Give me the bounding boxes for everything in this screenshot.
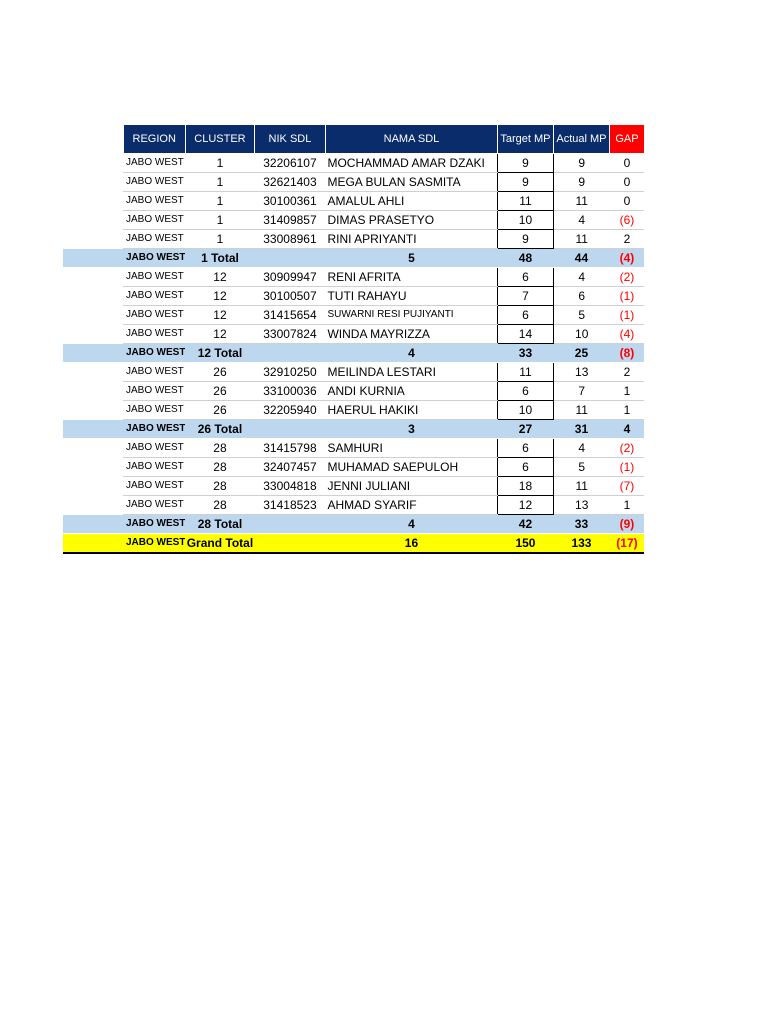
header-actual[interactable]: Actual MP bbox=[553, 125, 609, 154]
cell-target[interactable]: 10 bbox=[497, 211, 553, 230]
table-body bbox=[63, 154, 644, 554]
cell-target[interactable]: 150 bbox=[497, 534, 553, 554]
header-nama[interactable]: NAMA SDL bbox=[325, 125, 497, 154]
cell-region[interactable]: JABO WEST bbox=[123, 401, 185, 420]
cell-cluster[interactable]: 1 bbox=[185, 230, 254, 249]
cell-region[interactable]: JABO WEST bbox=[123, 230, 185, 249]
cell-region[interactable]: JABO WEST bbox=[123, 249, 185, 268]
cell-nik[interactable]: 32206107 bbox=[254, 154, 325, 173]
cell-gap[interactable]: (17) bbox=[609, 534, 644, 554]
cell-nik[interactable]: 32621403 bbox=[254, 173, 325, 192]
cell-nama[interactable]: TUTI RAHAYU bbox=[325, 287, 497, 306]
cell-region[interactable]: JABO WEST bbox=[123, 382, 185, 401]
cell-nik[interactable]: 30909947 bbox=[254, 268, 325, 287]
table-row bbox=[63, 268, 644, 287]
row-stub bbox=[63, 154, 123, 173]
cell-nik[interactable] bbox=[254, 344, 325, 363]
cell-nama[interactable]: MOCHAMMAD AMAR DZAKI bbox=[325, 154, 497, 173]
cell-region[interactable]: JABO WEST bbox=[123, 325, 185, 344]
cell-nik[interactable]: 32407457 bbox=[254, 458, 325, 477]
cell-cluster[interactable]: 26 bbox=[185, 382, 254, 401]
cell-gap[interactable]: (7) bbox=[609, 477, 644, 496]
cell-target[interactable]: 9 bbox=[497, 154, 553, 173]
cell-target[interactable]: 6 bbox=[497, 306, 553, 325]
row-stub bbox=[63, 420, 123, 439]
cell-target[interactable]: 9 bbox=[497, 230, 553, 249]
header-region[interactable]: REGION bbox=[123, 125, 185, 154]
row-stub bbox=[63, 268, 123, 287]
cell-region[interactable]: JABO WEST bbox=[123, 534, 185, 554]
cell-nama[interactable]: DIMAS PRASETYO bbox=[325, 211, 497, 230]
spreadsheet bbox=[63, 124, 645, 554]
cell-gap[interactable]: (1) bbox=[609, 287, 644, 306]
cell-cluster[interactable]: 26 bbox=[185, 401, 254, 420]
cell-cluster[interactable]: 26 Total bbox=[185, 420, 254, 439]
cell-cluster[interactable]: 1 bbox=[185, 211, 254, 230]
cell-region[interactable]: JABO WEST bbox=[123, 420, 185, 439]
cell-nik[interactable]: 31415798 bbox=[254, 439, 325, 458]
cell-actual[interactable]: 11 bbox=[553, 477, 609, 496]
table-row bbox=[63, 439, 644, 458]
cell-target[interactable]: 18 bbox=[497, 477, 553, 496]
cell-nama[interactable]: HAERUL HAKIKI bbox=[325, 401, 497, 420]
cell-actual[interactable]: 4 bbox=[553, 211, 609, 230]
cell-cluster[interactable]: 12 bbox=[185, 325, 254, 344]
cell-nik[interactable]: 32910250 bbox=[254, 363, 325, 382]
cell-cluster[interactable]: 28 bbox=[185, 477, 254, 496]
cell-nama[interactable]: JENNI JULIANI bbox=[325, 477, 497, 496]
table-row bbox=[63, 496, 644, 515]
cell-gap[interactable]: 1 bbox=[609, 401, 644, 420]
cell-nik[interactable]: 31418523 bbox=[254, 496, 325, 515]
cell-count[interactable]: 4 bbox=[325, 515, 497, 534]
table-row bbox=[63, 306, 644, 325]
header-target[interactable]: Target MP bbox=[497, 125, 553, 154]
cell-target[interactable]: 9 bbox=[497, 173, 553, 192]
cell-cluster[interactable]: 12 bbox=[185, 268, 254, 287]
subtotal-row bbox=[63, 249, 644, 268]
cell-actual[interactable]: 7 bbox=[553, 382, 609, 401]
cell-count[interactable]: 3 bbox=[325, 420, 497, 439]
cell-nama[interactable]: MUHAMAD SAEPULOH bbox=[325, 458, 497, 477]
cell-region[interactable]: JABO WEST bbox=[123, 192, 185, 211]
cell-gap[interactable]: (2) bbox=[609, 439, 644, 458]
table-row bbox=[63, 192, 644, 211]
cell-region[interactable]: JABO WEST bbox=[123, 496, 185, 515]
cell-cluster[interactable]: 12 bbox=[185, 287, 254, 306]
cell-target[interactable]: 6 bbox=[497, 268, 553, 287]
cell-nama[interactable]: RINI APRIYANTI bbox=[325, 230, 497, 249]
cell-target[interactable]: 27 bbox=[497, 420, 553, 439]
row-stub bbox=[63, 382, 123, 401]
cell-region[interactable]: JABO WEST bbox=[123, 344, 185, 363]
cell-nik[interactable]: 30100361 bbox=[254, 192, 325, 211]
cell-gap[interactable]: 0 bbox=[609, 173, 644, 192]
header-nik[interactable]: NIK SDL bbox=[254, 125, 325, 154]
cell-target[interactable]: 6 bbox=[497, 439, 553, 458]
cell-target[interactable]: 33 bbox=[497, 344, 553, 363]
cell-count[interactable]: 5 bbox=[325, 249, 497, 268]
cell-gap[interactable]: 2 bbox=[609, 230, 644, 249]
cell-nama[interactable]: AMALUL AHLI bbox=[325, 192, 497, 211]
cell-target[interactable]: 14 bbox=[497, 325, 553, 344]
cell-nama[interactable]: SUWARNI RESI PUJIYANTI bbox=[325, 306, 497, 325]
row-stub bbox=[63, 344, 123, 363]
table-row bbox=[63, 173, 644, 192]
cell-actual[interactable]: 13 bbox=[553, 363, 609, 382]
cell-cluster[interactable]: 12 bbox=[185, 306, 254, 325]
cell-nik[interactable]: 33007824 bbox=[254, 325, 325, 344]
cell-cluster[interactable]: 28 bbox=[185, 496, 254, 515]
row-stub bbox=[63, 230, 123, 249]
cell-cluster[interactable]: 1 bbox=[185, 192, 254, 211]
cell-region[interactable]: JABO WEST bbox=[123, 287, 185, 306]
cell-actual[interactable]: 4 bbox=[553, 268, 609, 287]
cell-actual[interactable]: 4 bbox=[553, 439, 609, 458]
cell-actual[interactable]: 11 bbox=[553, 230, 609, 249]
table-row bbox=[63, 287, 644, 306]
cell-nik[interactable] bbox=[254, 249, 325, 268]
cell-actual[interactable]: 5 bbox=[553, 458, 609, 477]
cell-actual[interactable]: 6 bbox=[553, 287, 609, 306]
cell-nama[interactable]: MEGA BULAN SASMITA bbox=[325, 173, 497, 192]
row-stub bbox=[63, 496, 123, 515]
cell-nama[interactable]: MEILINDA LESTARI bbox=[325, 363, 497, 382]
cell-region[interactable]: JABO WEST bbox=[123, 439, 185, 458]
cell-actual[interactable]: 9 bbox=[553, 154, 609, 173]
subtotal-row bbox=[63, 420, 644, 439]
cell-target[interactable]: 48 bbox=[497, 249, 553, 268]
cell-cluster[interactable]: 1 bbox=[185, 154, 254, 173]
table-row bbox=[63, 477, 644, 496]
table-row bbox=[63, 211, 644, 230]
row-stub bbox=[63, 363, 123, 382]
cell-region[interactable]: JABO WEST bbox=[123, 515, 185, 534]
cell-target[interactable]: 6 bbox=[497, 382, 553, 401]
cell-actual[interactable]: 10 bbox=[553, 325, 609, 344]
cell-nik[interactable]: 31409857 bbox=[254, 211, 325, 230]
cell-target[interactable]: 11 bbox=[497, 363, 553, 382]
cell-nik[interactable]: 30100507 bbox=[254, 287, 325, 306]
cell-gap[interactable]: (9) bbox=[609, 515, 644, 534]
table-row bbox=[63, 325, 644, 344]
cell-count[interactable]: 16 bbox=[325, 534, 497, 554]
cell-gap[interactable]: (4) bbox=[609, 325, 644, 344]
cell-target[interactable]: 7 bbox=[497, 287, 553, 306]
cell-target[interactable]: 10 bbox=[497, 401, 553, 420]
row-stub bbox=[63, 439, 123, 458]
cell-actual[interactable]: 25 bbox=[553, 344, 609, 363]
cell-nama[interactable]: RENI AFRITA bbox=[325, 268, 497, 287]
grand-total-row bbox=[63, 534, 644, 554]
cell-nik[interactable]: 33004818 bbox=[254, 477, 325, 496]
row-stub bbox=[63, 515, 123, 534]
cell-region[interactable]: JABO WEST bbox=[123, 154, 185, 173]
cell-nik[interactable]: 32205940 bbox=[254, 401, 325, 420]
cell-gap[interactable]: 1 bbox=[609, 382, 644, 401]
header-cluster[interactable]: CLUSTER bbox=[185, 125, 254, 154]
cell-actual[interactable]: 9 bbox=[553, 173, 609, 192]
row-stub bbox=[63, 125, 123, 154]
cell-actual[interactable]: 11 bbox=[553, 192, 609, 211]
cell-actual[interactable]: 31 bbox=[553, 420, 609, 439]
cell-actual[interactable]: 44 bbox=[553, 249, 609, 268]
subtotal-row bbox=[63, 515, 644, 534]
cell-cluster[interactable]: 28 Total bbox=[185, 515, 254, 534]
cell-count[interactable]: 4 bbox=[325, 344, 497, 363]
cell-nik[interactable] bbox=[254, 420, 325, 439]
table-row bbox=[63, 382, 644, 401]
cell-region[interactable]: JABO WEST bbox=[123, 363, 185, 382]
cell-cluster[interactable]: 26 bbox=[185, 363, 254, 382]
header-gap[interactable]: GAP bbox=[609, 125, 644, 154]
table-row bbox=[63, 363, 644, 382]
cell-target[interactable]: 12 bbox=[497, 496, 553, 515]
table-row bbox=[63, 401, 644, 420]
row-stub bbox=[63, 325, 123, 344]
cell-nama[interactable]: WINDA MAYRIZZA bbox=[325, 325, 497, 344]
header-row bbox=[63, 125, 644, 154]
row-stub bbox=[63, 192, 123, 211]
cell-region[interactable]: JABO WEST bbox=[123, 477, 185, 496]
row-stub bbox=[63, 211, 123, 230]
cell-region[interactable]: JABO WEST bbox=[123, 173, 185, 192]
cell-gap[interactable]: (8) bbox=[609, 344, 644, 363]
cell-cluster[interactable]: 28 bbox=[185, 458, 254, 477]
cell-gap[interactable]: (4) bbox=[609, 249, 644, 268]
cell-cluster[interactable]: 1 bbox=[185, 173, 254, 192]
table-row bbox=[63, 230, 644, 249]
cell-actual[interactable]: 133 bbox=[553, 534, 609, 554]
cell-cluster[interactable]: 28 bbox=[185, 439, 254, 458]
row-stub bbox=[63, 534, 123, 554]
cell-gap[interactable]: 0 bbox=[609, 192, 644, 211]
cell-region[interactable]: JABO WEST bbox=[123, 306, 185, 325]
cell-target[interactable]: 11 bbox=[497, 192, 553, 211]
subtotal-row bbox=[63, 344, 644, 363]
sdl-table bbox=[63, 124, 645, 554]
cell-cluster[interactable]: Grand Total bbox=[185, 534, 254, 554]
cell-region[interactable]: JABO WEST bbox=[123, 268, 185, 287]
cell-nik[interactable] bbox=[254, 515, 325, 534]
cell-nik[interactable]: 33008961 bbox=[254, 230, 325, 249]
table-row bbox=[63, 154, 644, 173]
cell-region[interactable]: JABO WEST bbox=[123, 458, 185, 477]
row-stub bbox=[63, 249, 123, 268]
cell-gap[interactable]: 4 bbox=[609, 420, 644, 439]
table-row bbox=[63, 458, 644, 477]
cell-gap[interactable]: (1) bbox=[609, 458, 644, 477]
row-stub bbox=[63, 173, 123, 192]
cell-actual[interactable]: 13 bbox=[553, 496, 609, 515]
cell-nama[interactable]: ANDI KURNIA bbox=[325, 382, 497, 401]
cell-gap[interactable]: 1 bbox=[609, 496, 644, 515]
cell-region[interactable]: JABO WEST bbox=[123, 211, 185, 230]
cell-nik[interactable]: 31415654 bbox=[254, 306, 325, 325]
cell-gap[interactable]: (1) bbox=[609, 306, 644, 325]
cell-actual[interactable]: 11 bbox=[553, 401, 609, 420]
cell-target[interactable]: 42 bbox=[497, 515, 553, 534]
row-stub bbox=[63, 401, 123, 420]
row-stub bbox=[63, 458, 123, 477]
row-stub bbox=[63, 287, 123, 306]
cell-actual[interactable]: 33 bbox=[553, 515, 609, 534]
row-stub bbox=[63, 477, 123, 496]
cell-cluster[interactable]: 1 Total bbox=[185, 249, 254, 268]
cell-nama[interactable]: SAMHURI bbox=[325, 439, 497, 458]
cell-nik[interactable] bbox=[254, 534, 325, 554]
row-stub bbox=[63, 306, 123, 325]
cell-actual[interactable]: 5 bbox=[553, 306, 609, 325]
cell-target[interactable]: 6 bbox=[497, 458, 553, 477]
cell-cluster[interactable]: 12 Total bbox=[185, 344, 254, 363]
cell-gap[interactable]: 0 bbox=[609, 154, 644, 173]
cell-nama[interactable]: AHMAD SYARIF bbox=[325, 496, 497, 515]
cell-gap[interactable]: (2) bbox=[609, 268, 644, 287]
cell-gap[interactable]: 2 bbox=[609, 363, 644, 382]
cell-gap[interactable]: (6) bbox=[609, 211, 644, 230]
cell-nik[interactable]: 33100036 bbox=[254, 382, 325, 401]
